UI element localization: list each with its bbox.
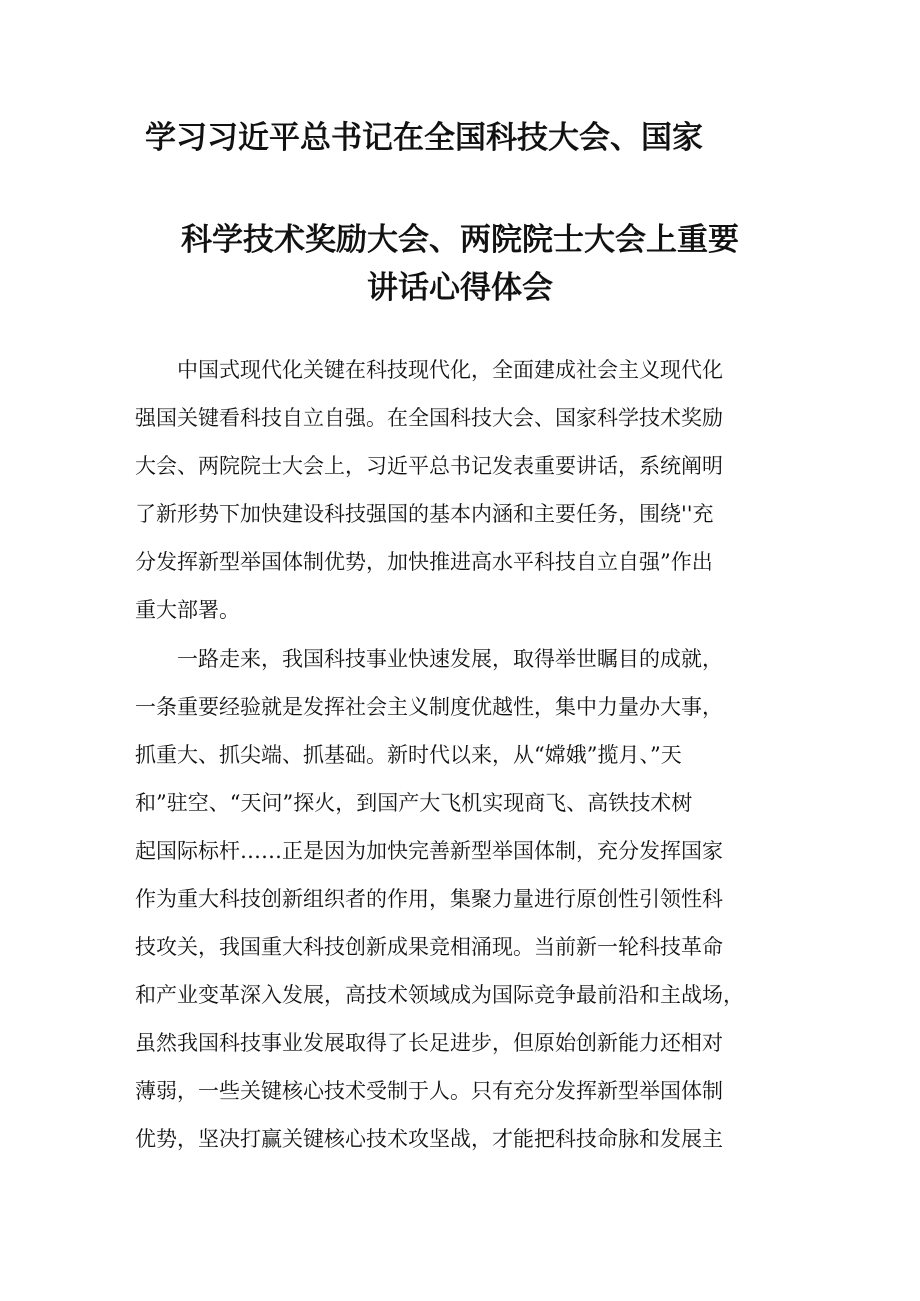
document-title-line-1: 学习习近平总书记在全国科技大会、国家 <box>145 120 703 156</box>
paragraph-2-line-5: 起国际标杆……正是因为加快完善新型举国体制，充分发挥国家 <box>135 839 723 863</box>
paragraph-1-line-1: 中国式现代化关键在科技现代化，全面建成社会主义现代化 <box>135 358 723 382</box>
paragraph-2-line-1: 一路走来，我国科技事业快速发展，取得举世瞩目的成就， <box>135 647 723 671</box>
paragraph-2-line-11: 优势，坚决打赢关键核心技术攻坚战，才能把科技命脉和发展主 <box>135 1127 723 1151</box>
paragraph-1-line-6: 重大部署。 <box>135 598 240 622</box>
paragraph-2-line-6: 作为重大科技创新组织者的作用，集聚力量进行原创性引领性科 <box>135 887 723 911</box>
paragraph-1-line-3: 大会、两院院士大会上，习近平总书记发表重要讲话，系统阐明 <box>135 454 723 478</box>
paragraph-2-line-8: 和产业变革深入发展，高技术领域成为国际竞争最前沿和主战场， <box>135 983 744 1007</box>
paragraph-2-line-4: 和”驻空、“天问”探火，到国产大飞机实现商飞、高铁技术树 <box>135 791 693 815</box>
paragraph-2-line-3: 抓重大、抓尖端、抓基础。新时代以来，从“嫦娥”揽月、”天 <box>135 743 682 767</box>
paragraph-2-line-7: 技攻关，我国重大科技创新成果竞相涌现。当前新一轮科技革命 <box>135 935 723 959</box>
paragraph-2-line-10: 薄弱，一些关键核心技术受制于人。只有充分发挥新型举国体制 <box>135 1079 723 1103</box>
document-title-line-3: 讲话心得体会 <box>367 270 553 306</box>
document-title-line-2: 科学技术奖励大会、两院院士大会上重要 <box>181 222 739 258</box>
paragraph-2-line-9: 虽然我国科技事业发展取得了长足进步，但原始创新能力还相对 <box>135 1031 723 1055</box>
paragraph-1-line-2: 强国关键看科技自立自强。在全国科技大会、国家科学技术奖励 <box>135 406 723 430</box>
paragraph-2-line-2: 一条重要经验就是发挥社会主义制度优越性，集中力量办大事， <box>135 695 723 719</box>
paragraph-1-line-4: 了新形势下加快建设科技强国的基本内涵和主要任务，围绕''充 <box>135 502 714 526</box>
paragraph-1-line-5: 分发挥新型举国体制优势，加快推进高水平科技自立自强”作出 <box>135 550 713 574</box>
